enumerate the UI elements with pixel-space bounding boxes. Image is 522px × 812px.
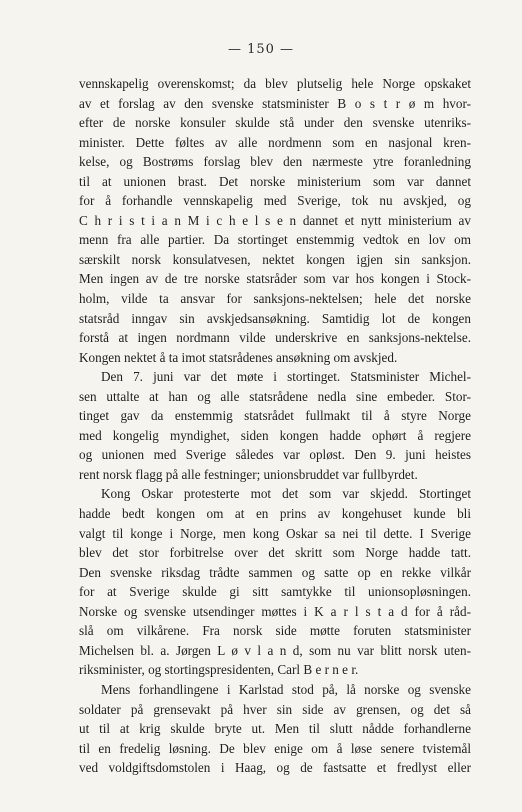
text-line: Kong Oskar protesterte mot det som var skjedd. Stortinget [101, 486, 471, 502]
text-line: kelse, og Bostrøms forslag blev den nærmeste ytre foranledning [79, 154, 471, 170]
text-line: Den svenske riksdag trådte sammen og satte op en rekke vilkår [79, 564, 471, 580]
text-line: Den 7. juni var det møte i stortinget. Statsminister Michel- [101, 369, 471, 385]
text-line: rent norsk flagg på alle festninger; unionsbruddet var fullbyrdet. [79, 466, 418, 482]
text-line: Kongen nektet å ta imot statsrådenes ansøkning om avskjed. [79, 349, 398, 365]
text-line: og unionen med Sverige således var opløst. Den 9. juni heistes [79, 447, 471, 463]
text-line: holm, vilde ta ansvar for sanksjons-nektelsen; hele det norske [79, 291, 471, 307]
text-line: særskilt norsk konsulatvesen, nektet kongen igjen sin sanksjon. [79, 251, 471, 267]
text-line: forstå at ingen nordmann vilde underskrive en sanksjons-nektelse. [79, 330, 471, 346]
text-line: ved voldgiftsdomstolen i Haag, og de fastsatte et fredlyst eller [79, 760, 471, 776]
text-line: slå om vilkårene. Fra norsk side møtte foruten statsminister [79, 623, 471, 639]
text-line: sen uttalte at han og alle statsrådene nedla sine embeder. Stor- [79, 388, 471, 404]
text-line: til at unionen brast. Det norske ministerium som var dannet [79, 173, 471, 189]
text-line: for at Sverige skulde gi sitt samtykke til unionsopløsningen. [79, 584, 471, 600]
text-line: C h r i s t i a n M i c h e l s e n dannet et nytt ministerium av [79, 212, 471, 228]
page-number: — 150 — [227, 42, 295, 57]
text-line: av et forslag av den svenske statsminister B o s t r ø m hvor- [79, 95, 471, 111]
text-line: menn fra alle partier. Da stortinget enstemmig vedtok en lov om [79, 232, 471, 248]
text-line: Mens forhandlingene i Karlstad stod på, lå norske og svenske [101, 681, 471, 697]
text-line: tinget gav da enstemmig statsrådet fullmakt til å styre Norge [79, 408, 471, 424]
text-line: vennskapelig overenskomst; da blev plutselig hele Norge opskaket [79, 76, 471, 91]
text-line: Men ingen av de tre norske statsråder som var hos kongen i Stock- [79, 271, 471, 287]
text-line: hadde bedt kongen om at en prins av kongehuset kunde bli [79, 506, 471, 522]
text-line: soldater på grensevakt på hver sin side av grensen, og det så [79, 701, 471, 717]
text-line: riksminister, og stortingspresidenten, Carl B e r n e r. [79, 662, 359, 678]
text-line: valgt til konge i Norge, men kong Oskar sa nei til dette. I Sverige [79, 525, 471, 541]
text-line: Norske og svenske utsendinger møttes i K a r l s t a d for å råd- [79, 603, 471, 619]
text-line: med kongelig myndighet, siden kongen hadde ophørt å regjere [79, 427, 471, 443]
body-text [79, 74, 471, 778]
text-line: statsråd inngav sin avskjedsansøkning. Samtidig lot de kongen [79, 310, 471, 326]
text-line: for å forhandle vennskapelig med Sverige, tok nu avskjed, og [79, 193, 471, 209]
text-line: Michelsen bl. a. Jørgen L ø v l a n d, som nu var blitt norsk uten- [79, 642, 471, 658]
text-line: blev det stor forbitrelse over det skritt som Norge hadde tatt. [79, 545, 471, 561]
text-line: ut til at krig skulde bryte ut. Men til slutt nådde forhandlerne [79, 721, 471, 737]
text-line: efter de norske konsuler skulde stå under den svenske utenriks- [79, 115, 471, 131]
text-line: til en fredelig løsning. De blev enige om å løse senere tvistemål [79, 740, 471, 756]
text-line: minister. Dette føltes av alle nordmenn som en nasjonal kren- [79, 134, 471, 150]
